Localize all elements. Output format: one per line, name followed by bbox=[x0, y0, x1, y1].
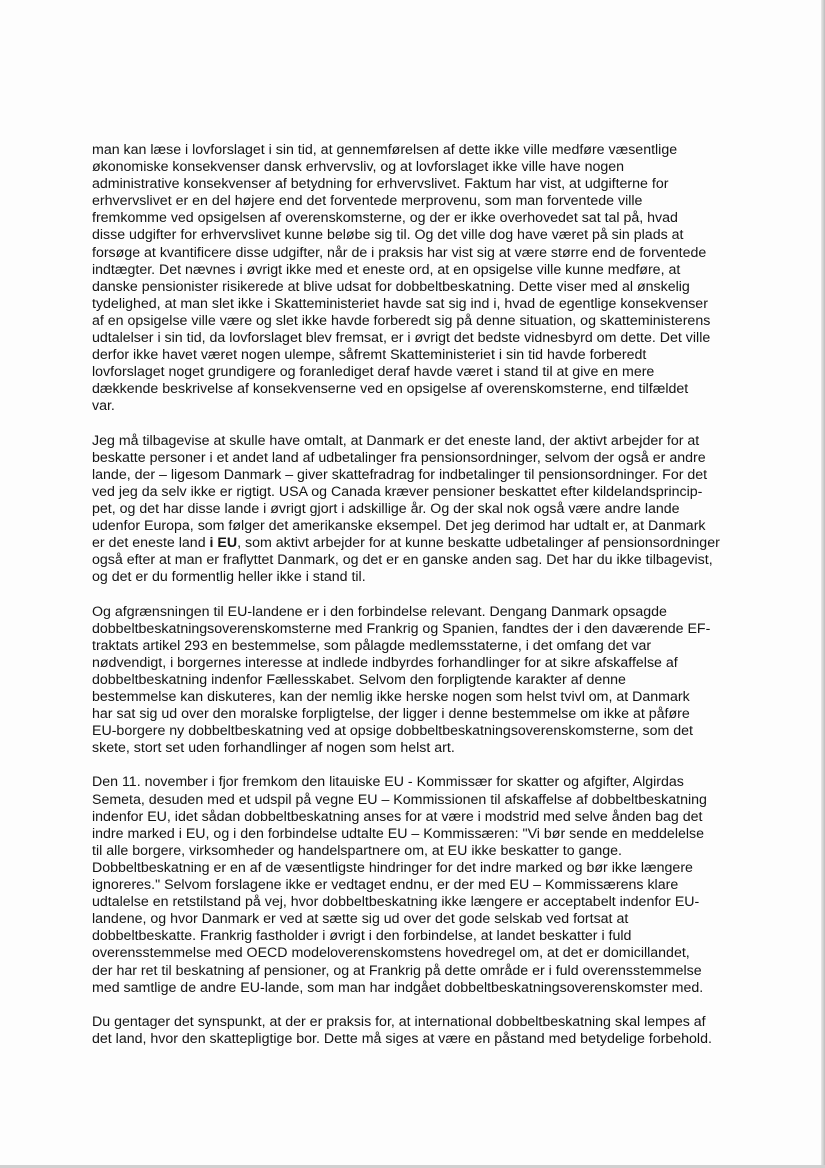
text-line: skete, stort set uden forhandlinger af nogen som helst art. bbox=[92, 740, 455, 757]
text-line: med samtlige de andre EU-lande, som man har indgået dobbeltbeskatningsoverenskomster med. bbox=[92, 979, 704, 996]
text-line: man kan læse i lovforslaget i sin tid, at gennemførelsen af dette ikke ville medføre væsentlige bbox=[92, 142, 678, 158]
text-segment: er det eneste land bbox=[92, 535, 206, 552]
text-line: dækkende beskrivelse af konsekvenserne ved en opsigelse af overenskomsterne, end tilfældet bbox=[92, 381, 689, 398]
text-line: overensstemmelse med OECD modeloverenskomstens hovedregel om, at det er domicillandet, bbox=[92, 945, 690, 962]
text-line: EU-borgere ny dobbeltbeskatning ved at opsige dobbeltbeskatningsoverenskomsterne, som det bbox=[92, 723, 693, 740]
text-line: landene, og hvor Danmark er ved at sætte sig ud over det gode selskab ved fortsat at bbox=[92, 911, 629, 928]
text-line: udtalelse en retstilstand på vej, hvor dobbeltbeskatning ikke længere er acceptabelt indenfor EU- bbox=[92, 894, 700, 911]
paragraph-2 bbox=[92, 433, 740, 587]
text-line: pet, og det har disse lande i øvrigt gjort i adskillige år. Og der skal nok også være andre lande bbox=[92, 500, 680, 517]
text-line: og det er du formentlig heller ikke i stand til. bbox=[92, 569, 366, 586]
text-line: har sat sig ud over den moralske forpligtelse, der ligger i denne bestemmelse om ikke at påføre bbox=[92, 706, 690, 723]
text-line: beskatte personer i et andet land af udbetalinger fra pensionsordninger, selvom der også er andre bbox=[92, 449, 706, 466]
text-line: lande, der – ligesom Danmark – giver skattefradrag for indbetalinger til pensionsordninger. For det bbox=[92, 466, 708, 483]
paragraph-4 bbox=[92, 774, 740, 996]
text-line: Semeta, desuden med et udspil på vegne EU – Kommissionen til afskaffelse af dobbeltbeskatning bbox=[92, 791, 707, 808]
text-line: udtalelser i sin tid, da lovforslaget blev fremsat, er i øvrigt det bedste vidnesbyrd om dette. Det ville bbox=[92, 330, 711, 347]
text-line: danske pensionister risikerede at blive udsat for dobbeltbeskatning. Dette viser med al ønskelig bbox=[92, 278, 690, 295]
text-line: dobbeltbeskatte. Frankrig fastholder i øvrigt i den forbindelse, at landet beskatter i fuld bbox=[92, 928, 632, 945]
text-line: til alle borgere, virksomheder og handelspartnere om, at EU ikke beskatter to gange. bbox=[92, 842, 622, 859]
text-line: Dobbeltbeskatning er en af de væsentligste hindringer for det indre marked og bør ikke længere bbox=[92, 859, 693, 876]
text-line: forsøge at kvantificere disse udgifter, når de i praksis har vist sig at være større end de forventede bbox=[92, 244, 707, 261]
text-line: fremkomme ved opsigelsen af overenskomsterne, og der er ikke overhovedet sat tal på, hvad bbox=[92, 210, 678, 227]
text-line: nødvendigt, i borgernes interesse at indlede indbyrdes forhandlinger for at sikre afskaffelse af bbox=[92, 654, 678, 671]
text-line: Du gentager det synspunkt, at der er praksis for, at international dobbeltbeskatning skal lempes af bbox=[92, 1013, 706, 1030]
text-line: af en opsigelse ville være og slet ikke havde forberedt sig på denne situation, og skatteministerens bbox=[92, 312, 711, 329]
text-segment: , som aktivt arbejder for at kunne beskatte udbetalinger af pensionsordninger bbox=[237, 535, 720, 552]
text-line: Og afgrænsningen til EU-landene er i den forbindelse relevant. Dengang Danmark opsagde bbox=[92, 603, 667, 620]
text-line: indre marked i EU, og i den forbindelse udtalte EU – Kommissæren: "Vi bør sende en meddelelse bbox=[92, 825, 704, 842]
letter-body bbox=[92, 142, 740, 1065]
scan-edge-shadow bbox=[821, 0, 825, 1168]
text-line: økonomiske konsekvenser dansk erhvervsliv, og at lovforslaget ikke ville have nogen bbox=[92, 159, 625, 176]
text-line: dobbeltbeskatningsoverenskomsterne med Frankrig og Spanien, fandtes der i den daværende EF- bbox=[92, 620, 711, 637]
text-line: Den 11. november i fjor fremkom den litauiske EU - Kommissær for skatter og afgifter, Algirdas bbox=[92, 774, 684, 791]
text-line: der har ret til beskatning af pensioner, og at Frankrig på dette område er i fuld overensstemmelse bbox=[92, 962, 702, 979]
text-line: Jeg må tilbagevise at skulle have omtalt, at Danmark er det eneste land, der aktivt arbejder for at bbox=[92, 432, 700, 449]
text-line: det land, hvor den skattepligtige bor. Dette må siges at være en påstand med betydelige forbehold. bbox=[92, 1030, 712, 1047]
text-line: disse udgifter for erhvervslivet kunne beløbe sig til. Og det ville dog have været på sin plads at bbox=[92, 227, 684, 244]
text-line: lovforslaget noget grundigere og foranlediget deraf havde været i stand til at give en mere bbox=[92, 364, 655, 381]
text-line: erhvervslivet er en del højere end det forventede merprovenu, som man forventede ville bbox=[92, 193, 643, 210]
paragraph-1 bbox=[92, 142, 740, 416]
text-line: dobbeltbeskatning indenfor Fællesskabet. Selvom den forpligtende karakter af denne bbox=[92, 671, 626, 688]
text-line: indenfor EU, idet sådan dobbeltbeskatning anses for at være i modstrid med selve ånden bag det bbox=[92, 808, 703, 825]
text-line: indtægter. Det nævnes i øvrigt ikke med et eneste ord, at en opsigelse ville kunne medføre, at bbox=[92, 261, 681, 278]
text-line: bestemmelse kan diskuteres, kan der nemlig ikke herske nogen som helst tvivl om, at Danmark bbox=[92, 689, 690, 705]
text-line: administrative konsekvenser af betydning for erhvervslivet. Faktum har vist, at udgifterne for bbox=[92, 176, 669, 193]
text-line: tydelighed, at man slet ikke i Skatteministeriet havde sat sig ind i, hvad de egentlige konsekvenser bbox=[92, 295, 708, 312]
text-line: ignoreres." Selvom forslagene ikke er vedtaget endnu, er der med EU – Kommissærens klare bbox=[92, 877, 679, 894]
text-line: traktats artikel 293 en bestemmelse, som pålagde medlemsstaterne, i det omfang det var bbox=[92, 637, 652, 654]
text-line: var. bbox=[92, 398, 115, 415]
text-line: ved jeg da selv ikke er rigtigt. USA og Canada kræver pensioner beskattet efter kildelandsprincip- bbox=[92, 483, 703, 500]
text-line: udenfor Europa, som følger det amerikanske eksempel. Det jeg derimod har udtalt er, at Danmark bbox=[92, 518, 706, 535]
text-line: også efter at man er fraflyttet Danmark, og det er en ganske anden sag. Det har du ikke tilbagevist, bbox=[92, 552, 713, 569]
bold-emphasis: i EU bbox=[209, 535, 238, 552]
text-line bbox=[92, 535, 740, 552]
paragraph-3 bbox=[92, 604, 740, 758]
paragraph-5 bbox=[92, 1014, 740, 1048]
text-line: derfor ikke havet været nogen ulempe, såfremt Skatteministeriet i sin tid havde forberedt bbox=[92, 347, 647, 364]
